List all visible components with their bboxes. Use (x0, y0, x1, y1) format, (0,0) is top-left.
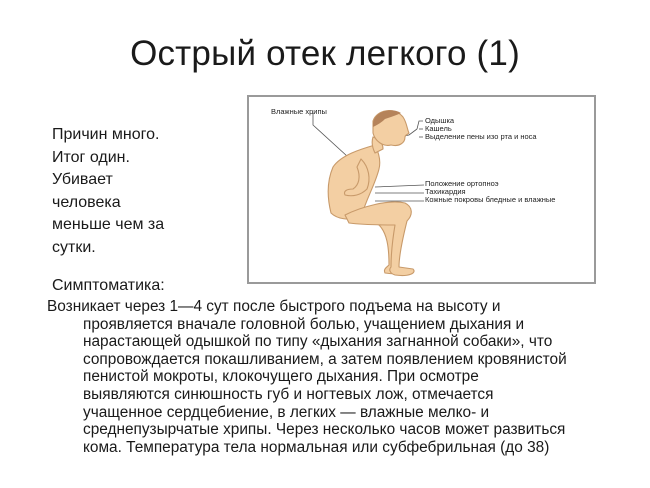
label-orthopnea: Положение ортопноэ (425, 179, 499, 188)
side-note-line: Убивает (52, 171, 113, 188)
orthopnea-illustration (247, 95, 596, 284)
symptoms-text (47, 298, 637, 456)
symptoms-line: пенистой мокроты, клокочущего дыхания. При осмотре (83, 368, 479, 386)
symptoms-line: сопровождается покашливанием, а затем появлением кровянистой (83, 350, 567, 368)
label-cough: Кашель (425, 124, 452, 133)
side-note-line: меньше чем за (52, 216, 165, 233)
symptoms-line: нарастающей одышкой по типу «дыхания загнанной собаки», что (83, 333, 553, 351)
side-note-line: сутки. (52, 238, 96, 256)
symptoms-line: учащенное сердцебиение, в легких — влажные мелко- и (83, 403, 490, 421)
symptoms-line: кома. Температура тела нормальная или субфебрильная (до 38) (83, 438, 550, 456)
label-pale-skin: Кожные покровы бледные и влажные (425, 195, 556, 204)
symptoms-line: Возникает через 1—4 сут после быстрого подъема на высоту и (47, 298, 501, 315)
label-tachycardia: Тахикардия (425, 187, 466, 196)
side-note-line: человека (52, 193, 121, 211)
symptoms-line: среднепузырчатые хрипы. Через несколько часов может развиться (83, 421, 566, 439)
label-wet-rales: Влажные хрипы (271, 107, 327, 116)
slide-title: Острый отек легкого (1) (130, 34, 520, 73)
side-note-line: Итог один. (52, 148, 130, 166)
symptoms-heading: Симптоматика: (52, 277, 165, 294)
seated-patient-drawing (249, 97, 594, 282)
symptoms-line: выявляются синюшность губ и ногтевых лож, отмечается (83, 385, 494, 403)
label-foam: Выделение пены изо рта и носа (425, 132, 537, 141)
front-leg (345, 202, 414, 276)
side-note-line: Причин много. (52, 126, 160, 143)
label-dyspnea: Одышка (425, 116, 455, 125)
side-note (52, 124, 222, 259)
symptoms-line: проявляется вначале головной болью, учащением дыхания и (83, 315, 525, 333)
